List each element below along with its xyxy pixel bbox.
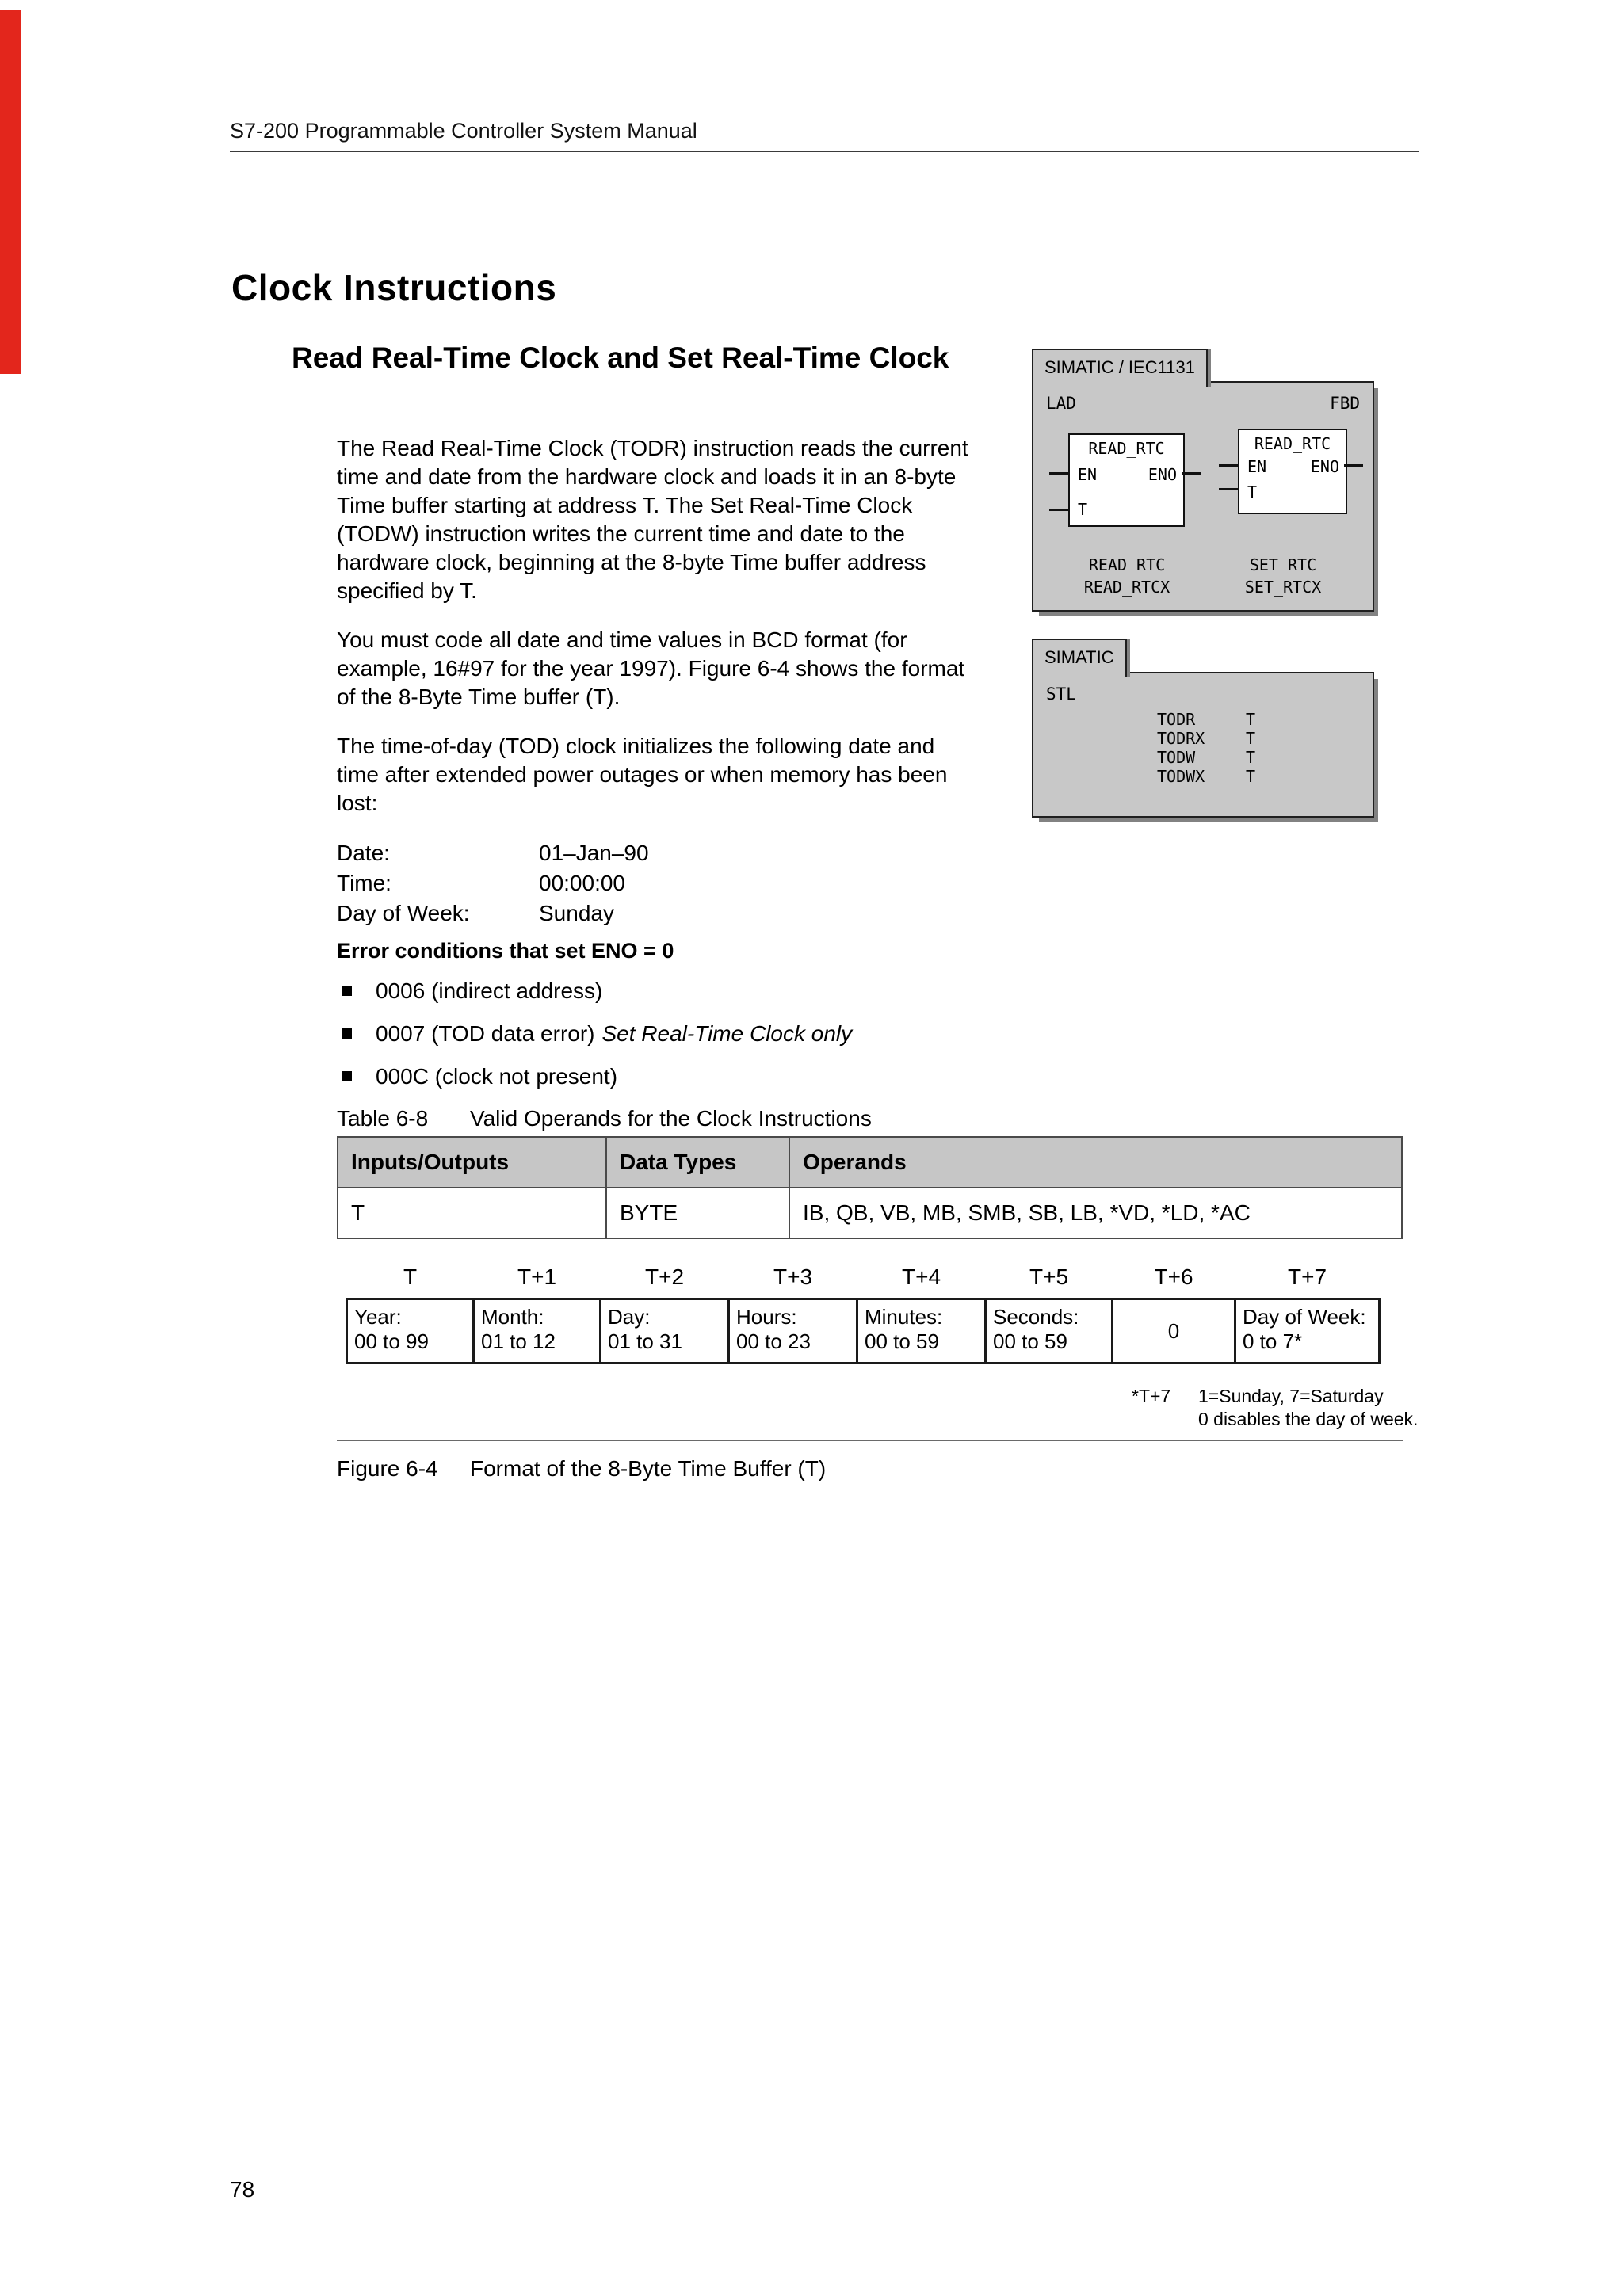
lad-eno-pin-line <box>1182 472 1201 475</box>
section-title: Read Real-Time Clock and Set Real-Time Clock <box>292 341 949 374</box>
t-input-label: T <box>1078 500 1088 519</box>
buffer-header-row <box>347 1264 1380 1299</box>
running-header: S7-200 Programmable Controller System Manual <box>230 119 697 143</box>
en-input-label: EN <box>1078 465 1098 484</box>
fbd-label: FBD <box>1330 394 1360 413</box>
stl-instruction: TODRX T <box>1157 729 1256 748</box>
stl-instruction-list <box>1157 710 1255 786</box>
default-label: Date: <box>337 841 390 865</box>
figure-caption-label: Figure 6-4 <box>337 1456 438 1481</box>
table-header-row <box>338 1137 1402 1188</box>
figure-caption <box>337 1456 826 1482</box>
buffer-column-header: T+5 <box>1029 1264 1069 1289</box>
body-text-column <box>337 434 971 1106</box>
buffer-column-header: T+2 <box>644 1264 685 1289</box>
fbd-t-pin-line <box>1219 488 1238 490</box>
buffer-cell-hours: Hours: 00 to 23 <box>729 1299 857 1363</box>
default-time-row <box>337 868 971 898</box>
error-list-item <box>342 978 971 1005</box>
footnote-text: 1=Sunday, 7=Saturday 0 disables the day of week. <box>1198 1386 1419 1429</box>
error-text: 0006 (indirect address) <box>376 978 603 1003</box>
buffer-column-header: T+6 <box>1154 1264 1193 1289</box>
page-title: Clock Instructions <box>231 267 557 308</box>
default-values-list <box>337 838 971 929</box>
buffer-footnote <box>1132 1385 1418 1431</box>
buffer-column-header: T <box>403 1264 418 1289</box>
bullet-icon <box>342 1071 352 1081</box>
stl-instruction: TODR T <box>1157 710 1256 729</box>
bullet-icon <box>342 986 352 996</box>
eno-output-label: ENO <box>1310 457 1339 476</box>
figure-divider <box>337 1440 1403 1441</box>
ladfbd-panel <box>1032 381 1374 612</box>
lad-instruction-box <box>1068 433 1185 527</box>
stl-instruction: TODW T <box>1157 748 1256 767</box>
buffer-column-header: T+7 <box>1287 1264 1327 1289</box>
instruction-box-title: READ_RTC <box>1254 434 1331 453</box>
column-header: Inputs/Outputs <box>338 1137 606 1188</box>
simatic-iec1131-tab: SIMATIC / IEC1131 <box>1032 349 1208 387</box>
footnote-label: *T+7 <box>1132 1386 1171 1406</box>
mnemonic-set-rtcx: SET_RTCX <box>1244 578 1322 597</box>
figure-caption-text: Format of the 8-Byte Time Buffer (T) <box>470 1456 827 1481</box>
default-label: Day of Week: <box>337 901 470 925</box>
error-list-item <box>342 1020 971 1047</box>
en-input-label: EN <box>1247 457 1267 476</box>
buffer-cell-dayofweek: Day of Week: 0 to 7* <box>1235 1299 1380 1363</box>
buffer-column-header: T+3 <box>773 1264 813 1289</box>
header-divider <box>230 151 1419 152</box>
bullet-icon <box>342 1028 352 1039</box>
stl-instruction: TODWX T <box>1157 767 1256 786</box>
error-text: 000C (clock not present) <box>376 1064 618 1089</box>
lad-label: LAD <box>1046 394 1076 413</box>
fbd-en-pin-line <box>1219 464 1238 467</box>
table-caption-label: Table 6-8 <box>337 1106 429 1131</box>
page-number: 78 <box>230 2177 255 2202</box>
binding-red-bar <box>0 10 21 374</box>
lad-en-pin-line <box>1049 472 1068 475</box>
stl-panel <box>1032 672 1374 818</box>
lad-t-pin-line <box>1049 509 1068 511</box>
table-row <box>338 1188 1402 1238</box>
mnemonic-read-rtc: READ_RTC <box>1088 555 1166 574</box>
table-cell: IB, QB, VB, MB, SMB, SB, LB, *VD, *LD, *AC <box>789 1188 1402 1238</box>
buffer-data-row <box>347 1299 1380 1363</box>
column-header: Data Types <box>606 1137 789 1188</box>
default-dayofweek-row <box>337 898 971 929</box>
t-input-label: T <box>1247 482 1258 502</box>
default-value: 01–Jan–90 <box>539 841 649 865</box>
simatic-tab: SIMATIC <box>1032 639 1127 677</box>
error-list-item <box>342 1063 971 1090</box>
paragraph: The time-of-day (TOD) clock initializes the following date and time after extended power outages or when memory has been lost: <box>337 734 948 815</box>
eno-output-label: ENO <box>1148 465 1177 484</box>
column-header: Operands <box>789 1137 1402 1188</box>
buffer-column-header: T+1 <box>517 1264 557 1289</box>
default-value: Sunday <box>539 901 614 925</box>
mnemonic-read-rtcx: READ_RTCX <box>1083 578 1170 597</box>
default-label: Time: <box>337 871 391 895</box>
table-cell: T <box>338 1188 606 1238</box>
buffer-cell-seconds: Seconds: 00 to 59 <box>986 1299 1113 1363</box>
buffer-cell-day: Day: 01 to 31 <box>601 1299 729 1363</box>
instruction-box-title: READ_RTC <box>1088 439 1165 458</box>
table-caption <box>337 1106 872 1131</box>
default-date-row <box>337 838 971 868</box>
fbd-instruction-box <box>1238 429 1347 514</box>
time-buffer-table <box>346 1264 1381 1364</box>
paragraph: You must code all date and time values in BCD format (for example, 16#97 for the year 1997). Figure 6-4 shows the format of the 8-Byte Time buffer (T). <box>337 627 965 709</box>
buffer-column-header: T+4 <box>901 1264 941 1289</box>
table-caption-text: Valid Operands for the Clock Instructions <box>470 1106 872 1131</box>
default-value: 00:00:00 <box>539 871 625 895</box>
valid-operands-table <box>337 1136 1403 1239</box>
fbd-eno-pin-line <box>1344 464 1363 467</box>
buffer-cell-month: Month: 01 to 12 <box>474 1299 601 1363</box>
error-conditions-heading: Error conditions that set ENO = 0 <box>337 939 674 963</box>
buffer-cell-minutes: Minutes: 00 to 59 <box>857 1299 986 1363</box>
mnemonic-set-rtc: SET_RTC <box>1249 555 1317 574</box>
buffer-cell-zero: 0 <box>1113 1299 1235 1363</box>
buffer-cell-year: Year: 00 to 99 <box>347 1299 474 1363</box>
table-cell: BYTE <box>606 1188 789 1238</box>
error-text: 0007 (TOD data error) Set Real-Time Clock only <box>376 1021 853 1046</box>
paragraph: The Read Real-Time Clock (TODR) instruction reads the current time and date from the hardware clock and loads it in an 8-byte Time buffer starting at address T. The Set Real-Time Clock (TODW) instruction writes the current time and date to the hardware clock, beginning at the 8-byte Time buffer address specified by T. <box>337 436 968 603</box>
stl-label: STL <box>1046 685 1076 704</box>
